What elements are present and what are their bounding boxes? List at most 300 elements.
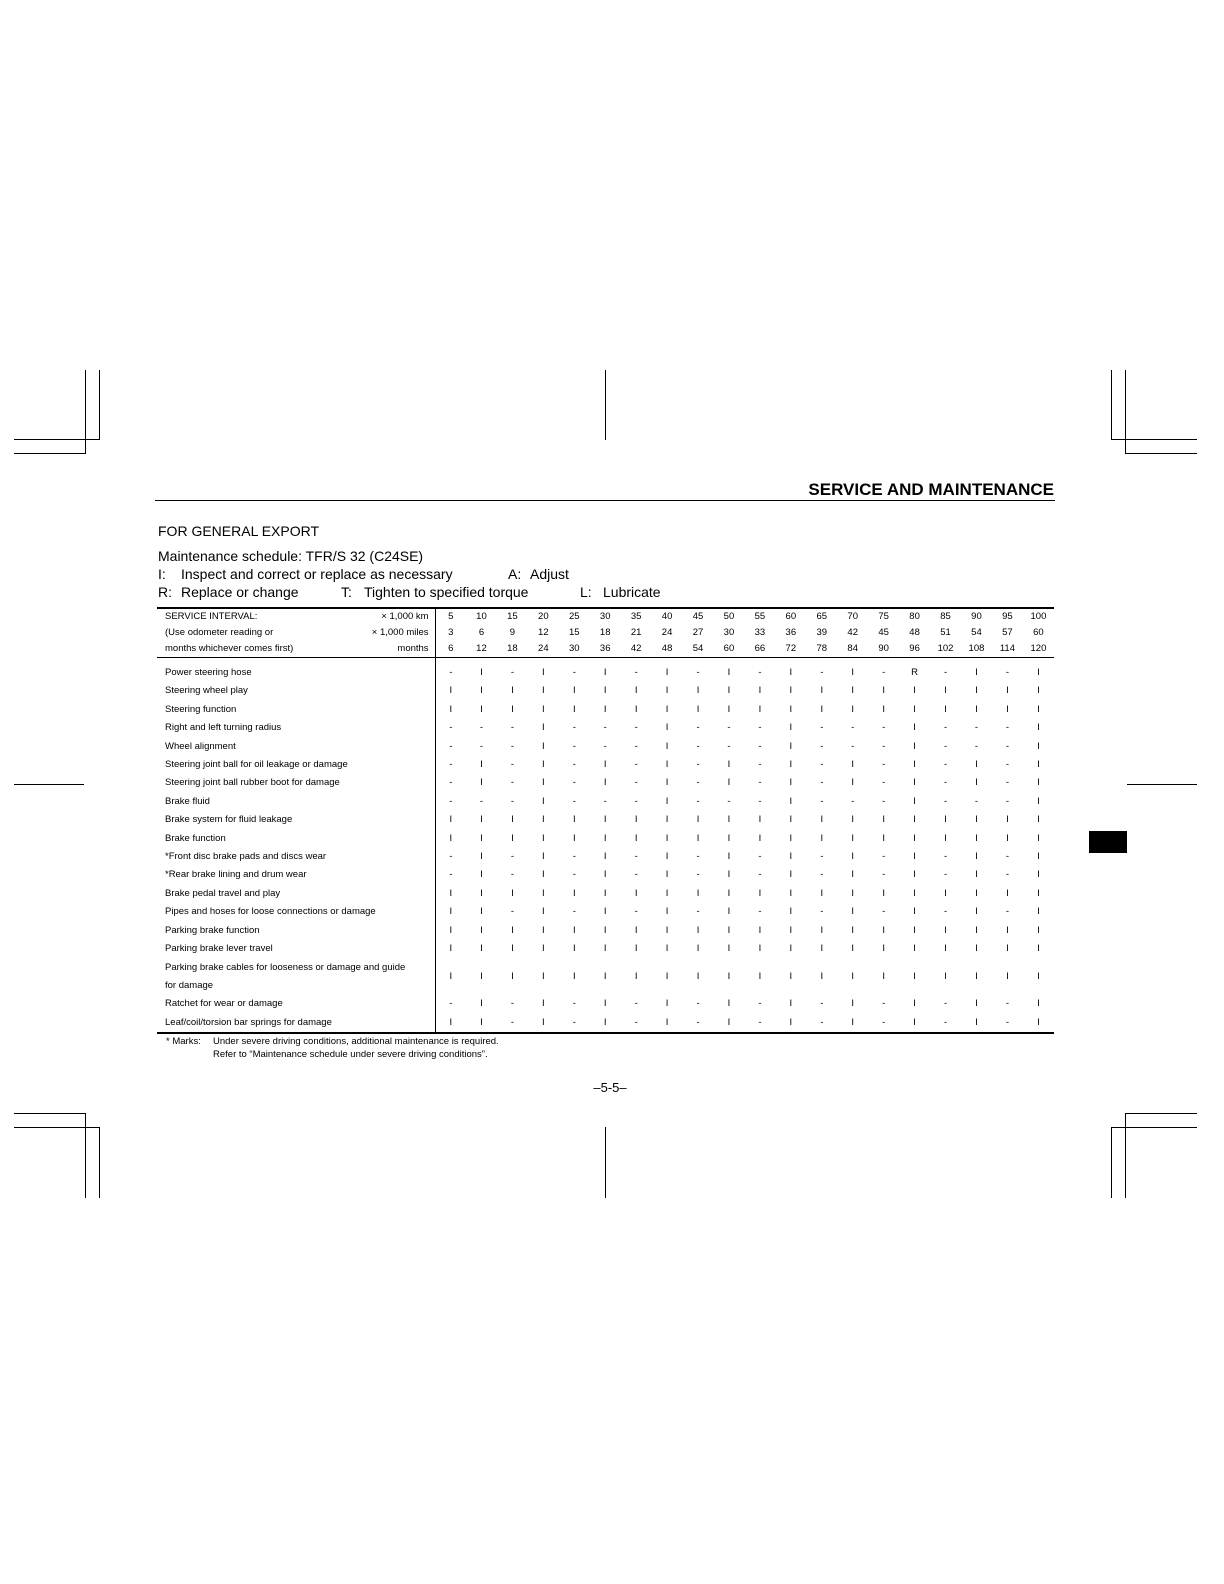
row-item-text: Pipes and hoses for loose connections or damage [165,906,376,918]
row-value-cell: I [542,887,545,899]
row-value-cell: I [542,869,545,881]
row-value-cell: I [449,970,453,982]
header-months-value: 6 [435,641,466,658]
row-item-label [157,774,435,792]
row-value-cell: I [665,943,669,955]
legend-code-r: R: [158,584,172,600]
row-value-cell: - [572,851,576,863]
row-value-cell: I [913,777,916,789]
row-value-cell: I [975,970,978,982]
row-value-cell: - [449,998,453,1010]
row-value-cell: I [758,703,762,715]
row-value-cell: I [603,869,607,881]
row-value-cell: - [992,1014,1023,1033]
row-value-cell: I [820,685,824,697]
row-value-cell: I [572,970,576,982]
maintenance-schedule-table [157,607,1054,1034]
row-item-label [157,940,435,958]
row-value-cell: I [449,906,453,918]
row-value-cell: - [943,722,948,734]
row-value-cell: - [758,667,762,678]
row-value-cell: - [758,740,762,752]
table-header [157,608,1054,658]
row-value-cell: I [758,970,762,982]
row-value-cell: I [1037,795,1040,807]
row-value-cell: I [1037,703,1040,715]
row-value-cell: I [603,685,607,697]
row-value-cell: I [789,970,793,982]
header-months-value: 96 [899,641,930,658]
row-value-cell: I [913,869,916,881]
row-value-cell: I [696,887,700,899]
row-value-cell: I [449,814,453,826]
row-value-cell: I [789,685,793,697]
row-item-label [157,658,435,683]
row-value-cell: - [758,851,762,863]
row-value-cell: I [1037,869,1040,881]
row-value-cell: I [727,685,731,697]
row-item-text: Parking brake lever travel [165,943,273,955]
row-item-text: Parking brake function [165,924,260,936]
row-value-cell: - [820,998,824,1010]
row-item-label [157,1014,435,1033]
row-value-cell: - [1005,759,1009,771]
row-value-cell: I [789,722,793,734]
row-value-cell: I [542,685,545,697]
row-value-cell: I [542,759,545,771]
table-row [157,959,1054,996]
row-item-label [157,811,435,829]
row-value-cell: - [758,869,762,881]
table-row [157,830,1054,848]
row-value-cell: - [510,740,514,752]
row-value-cell: I [975,869,978,881]
header-miles-value: 54 [971,627,982,638]
row-item-label [157,756,435,774]
row-value-cell: I [480,759,483,771]
header-km-value: 65 [806,608,837,625]
header-km-value: 5 [435,608,466,625]
row-value-cell: I [603,703,607,715]
row-value-cell: I [727,759,731,771]
header-miles-value: 45 [878,627,889,638]
row-value-cell: I [665,869,669,881]
header-miles-value: 12 [538,627,549,638]
row-value-cell: I [975,887,978,899]
header-rule [155,500,1055,501]
row-value-cell: I [820,943,824,955]
row-value-cell: I [1006,832,1009,844]
row-value-cell: I [1037,685,1040,697]
row-value-cell: I [696,703,700,715]
row-value-cell: - [572,906,576,918]
header-km-value: 70 [837,608,868,625]
header-km-value: 45 [683,608,714,625]
row-value-cell: - [510,869,514,881]
row-value-cell: I [542,777,545,789]
row-value-cell: I [820,887,824,899]
row-value-cell: - [974,722,979,734]
row-value-cell: I [758,685,762,697]
row-value-cell: I [975,814,978,826]
row-value-cell: I [789,740,793,752]
row-value-cell: I [665,924,669,936]
row-value-cell: I [913,970,916,982]
row-value-cell: I [775,1014,806,1033]
row-value-cell: I [975,924,978,936]
header-km-value: 10 [466,608,497,625]
header-months-value: 114 [992,641,1023,658]
row-value-cell: I [634,685,638,697]
row-value-cell: I [1006,703,1009,715]
row-value-cell: I [820,832,824,844]
row-value-cell: - [851,795,855,807]
row-value-cell: - [559,1014,590,1033]
row-value-cell: I [758,924,762,936]
row-value-cell: I [727,703,731,715]
row-value-cell: I [820,924,824,936]
row-value-cell: I [913,887,916,899]
row-value-cell: I [944,970,947,982]
row-value-cell: I [1037,777,1040,789]
row-value-cell: - [882,777,886,789]
row-value-cell: - [510,851,514,863]
row-value-cell: I [727,924,731,936]
row-value-cell: - [449,722,453,734]
row-value-cell: I [851,667,855,678]
row-item-label [157,922,435,940]
row-value-cell: I [1037,887,1040,899]
row-item-text: Steering joint ball for oil leakage or damage [165,759,348,771]
row-value-cell: - [696,722,700,734]
row-item-label [157,848,435,866]
row-value-cell: I [542,814,545,826]
row-item-text: *Front disc brake pads and discs wear [165,851,327,863]
row-value-cell: I [634,703,638,715]
row-value-cell: I [590,1014,621,1033]
header-unit-months: months [352,641,435,658]
row-value-cell: I [944,887,947,899]
row-item-label [157,701,435,719]
row-value-cell: - [943,851,948,863]
header-label-line-1: SERVICE INTERVAL: [157,608,352,625]
row-value-cell: - [974,740,979,752]
row-value-cell: I [789,667,793,678]
row-value-cell: - [696,906,700,918]
row-value-cell: I [480,943,483,955]
header-km-value: 55 [744,608,775,625]
row-value-cell: - [943,869,948,881]
legend-text-i: Inspect and correct or replace as necessary [181,566,453,582]
row-value-cell: I [789,906,793,918]
row-value-cell: I [975,703,978,715]
row-value-cell: I [714,1014,745,1033]
row-value-cell: I [511,887,514,899]
row-value-cell: I [1006,924,1009,936]
row-value-cell: I [480,970,483,982]
row-value-cell: - [851,722,855,734]
row-value-cell: I [480,685,483,697]
row-value-cell: I [1006,970,1009,982]
header-km-value: 35 [621,608,652,625]
row-value-cell: - [634,667,638,678]
row-value-cell: I [727,869,731,881]
row-value-cell: - [882,667,886,678]
row-value-cell: - [820,795,824,807]
row-value-cell: I [975,851,978,863]
row-value-cell: I [975,998,978,1010]
page-number: –5-5– [593,1080,627,1095]
row-value-cell: I [542,703,545,715]
row-value-cell: I [975,832,978,844]
header-months-value: 30 [559,641,590,658]
header-months-value: 66 [744,641,775,658]
row-item-text: Brake fluid [165,795,210,807]
row-value-cell: I [603,667,607,678]
row-value-cell: I [665,906,669,918]
row-value-cell: I [882,703,885,715]
row-value-cell: I [1037,814,1040,826]
row-value-cell: I [975,777,978,789]
legend-code-a: A: [508,566,522,582]
row-value-cell: I [758,943,762,955]
row-value-cell: - [943,759,948,771]
row-value-cell: I [665,740,669,752]
row-value-cell: I [542,998,545,1010]
row-value-cell: I [758,814,762,826]
row-value-cell: I [913,832,916,844]
header-months-value: 72 [775,641,806,658]
header-km-value: 25 [559,608,590,625]
row-value-cell: - [449,851,453,863]
row-value-cell: - [572,740,576,752]
row-value-cell: - [851,740,855,752]
header-km-value: 20 [528,608,559,625]
legend-text-a: Adjust [530,566,569,582]
row-value-cell: I [603,887,607,899]
row-item-label [157,830,435,848]
row-value-cell: I [480,924,483,936]
row-value-cell: I [1006,943,1009,955]
row-value-cell: I [913,943,916,955]
header-miles-value: 21 [630,627,642,638]
row-value-cell: I [1037,970,1040,982]
row-value-cell: I [511,814,514,826]
row-item-text: Wheel alignment [165,740,236,752]
row-value-cell: - [696,795,700,807]
row-value-cell: - [449,667,453,678]
row-value-cell: I [449,887,453,899]
table-body [157,658,1054,1034]
row-value-cell: - [634,740,638,752]
row-value-cell: I [789,703,793,715]
header-months-value: 78 [806,641,837,658]
header-months-value: 54 [683,641,714,658]
row-value-cell: I [480,814,483,826]
row-value-cell: I [542,970,545,982]
row-value-cell: I [727,998,731,1010]
row-value-cell: I [851,703,855,715]
header-label-line-2: (Use odometer reading or [165,627,274,638]
row-value-cell: - [510,795,514,807]
row-value-cell: I [480,998,483,1010]
row-value-cell: - [758,722,762,734]
row-value-cell: - [603,722,607,734]
header-miles-value: 51 [940,627,951,638]
header-months-value: 36 [590,641,621,658]
row-value-cell: I [572,943,576,955]
row-value-cell: I [1037,759,1040,771]
row-value-cell: I [727,906,731,918]
row-value-cell: I [851,970,855,982]
row-value-cell: I [789,943,793,955]
row-value-cell: I [572,832,576,844]
row-item-text: Ratchet for wear or damage [165,998,283,1010]
row-value-cell: - [510,722,514,734]
row-item-text: Parking brake cables for looseness or damage and guide [165,961,406,973]
footnote-line-1: Under severe driving conditions, additional maintenance is required. [213,1036,499,1047]
row-item-text: Brake pedal travel and play [165,887,281,899]
row-value-cell: I [603,998,607,1010]
row-value-cell: I [882,832,885,844]
row-value-cell: - [603,795,607,807]
header-miles-value: 42 [847,627,858,638]
row-value-cell: I [480,887,483,899]
row-value-cell: I [665,998,669,1010]
footnote-marker: * Marks: [166,1036,201,1047]
row-value-cell: I [603,906,607,918]
row-value-cell: - [727,722,731,734]
row-value-cell: I [696,924,700,936]
legend-text-t: Tighten to specified torque [364,584,529,600]
row-value-cell: I [603,943,607,955]
header-months-value: 102 [930,641,961,658]
table-row [157,940,1054,958]
row-value-cell: I [913,998,916,1010]
row-value-cell: - [820,667,824,678]
row-value-cell: I [1037,924,1040,936]
row-value-cell: I [634,924,638,936]
row-value-cell: - [758,795,762,807]
header-row-km [157,608,1054,625]
row-value-cell: - [882,851,886,863]
row-value-cell: - [727,740,731,752]
row-value-cell: - [510,759,514,771]
row-value-cell: I [913,685,916,697]
row-value-cell: I [727,814,731,826]
row-value-cell: I [1006,814,1009,826]
header-months-value: 12 [466,641,497,658]
row-value-cell: I [1037,998,1040,1010]
row-value-cell: I [899,1014,930,1033]
legend-text-r: Replace or change [181,584,299,600]
row-value-cell: I [696,970,700,982]
row-value-cell: - [820,851,824,863]
row-value-cell: - [974,795,979,807]
row-item-text: Power steering hose [165,667,252,678]
row-value-cell: I [572,703,576,715]
row-value-cell: I [851,832,855,844]
row-value-cell: I [511,943,514,955]
footnote-line-2: Refer to “Maintenance schedule under severe driving conditions”. [213,1049,488,1060]
row-value-cell: - [696,851,700,863]
row-value-cell: - [930,1014,961,1033]
row-value-cell: - [882,869,886,881]
row-value-cell: I [634,814,638,826]
row-value-cell: - [758,777,762,789]
row-value-cell: I [820,703,824,715]
row-value-cell: I [542,740,545,752]
row-value-cell: I [851,777,855,789]
row-value-cell: I [727,667,731,678]
row-value-cell: I [511,703,514,715]
row-value-cell: I [466,1014,497,1033]
row-value-cell: - [510,906,514,918]
row-value-cell: I [449,924,453,936]
row-value-cell: - [820,869,824,881]
header-km-value: 60 [775,608,806,625]
row-value-cell: I [665,851,669,863]
row-value-cell: - [572,795,576,807]
row-value-cell: I [944,703,947,715]
row-value-cell: I [665,667,669,678]
row-value-cell: - [449,759,453,771]
row-value-cell: I [1037,851,1040,863]
row-value-cell: I [665,703,669,715]
row-value-cell: - [820,759,824,771]
row-value-cell: I [542,943,545,955]
row-value-cell: I [1006,887,1009,899]
header-months-value: 48 [652,641,683,658]
row-value-cell: - [449,869,453,881]
row-item-text: Brake system for fluid leakage [165,814,293,826]
header-km-value: 100 [1023,608,1054,625]
section-header-title: SERVICE AND MAINTENANCE [808,480,1054,499]
row-value-cell: I [837,1014,868,1033]
row-value-cell: I [913,759,916,771]
row-value-cell: - [449,777,453,789]
row-value-cell: I [665,722,669,734]
row-value-cell: I [851,851,855,863]
table-row [157,903,1054,921]
row-item-label [157,866,435,884]
row-value-cell: I [851,814,855,826]
row-value-cell: - [1005,777,1009,789]
header-row-miles [157,625,1054,641]
row-value-cell: I [758,832,762,844]
row-value-cell: I [913,703,916,715]
row-value-cell: I [913,851,916,863]
row-value-cell: I [913,795,916,807]
row-value-cell: - [943,740,948,752]
row-value-cell: I [511,924,514,936]
row-value-cell: - [696,759,700,771]
row-value-cell: I [665,887,669,899]
header-miles-value: 9 [509,627,516,638]
row-value-cell: I [480,777,483,789]
row-value-cell: - [758,998,762,1010]
row-value-cell: I [449,703,453,715]
row-value-cell: I [789,887,793,899]
row-value-cell: I [758,887,762,899]
row-value-cell: I [820,814,824,826]
header-miles-value: 27 [692,627,704,638]
header-unit-km: × 1,000 km [352,608,435,625]
row-value-cell: - [882,740,886,752]
region-label: FOR GENERAL EXPORT [158,523,320,539]
row-value-cell: I [603,851,607,863]
row-value-cell: I [820,970,824,982]
